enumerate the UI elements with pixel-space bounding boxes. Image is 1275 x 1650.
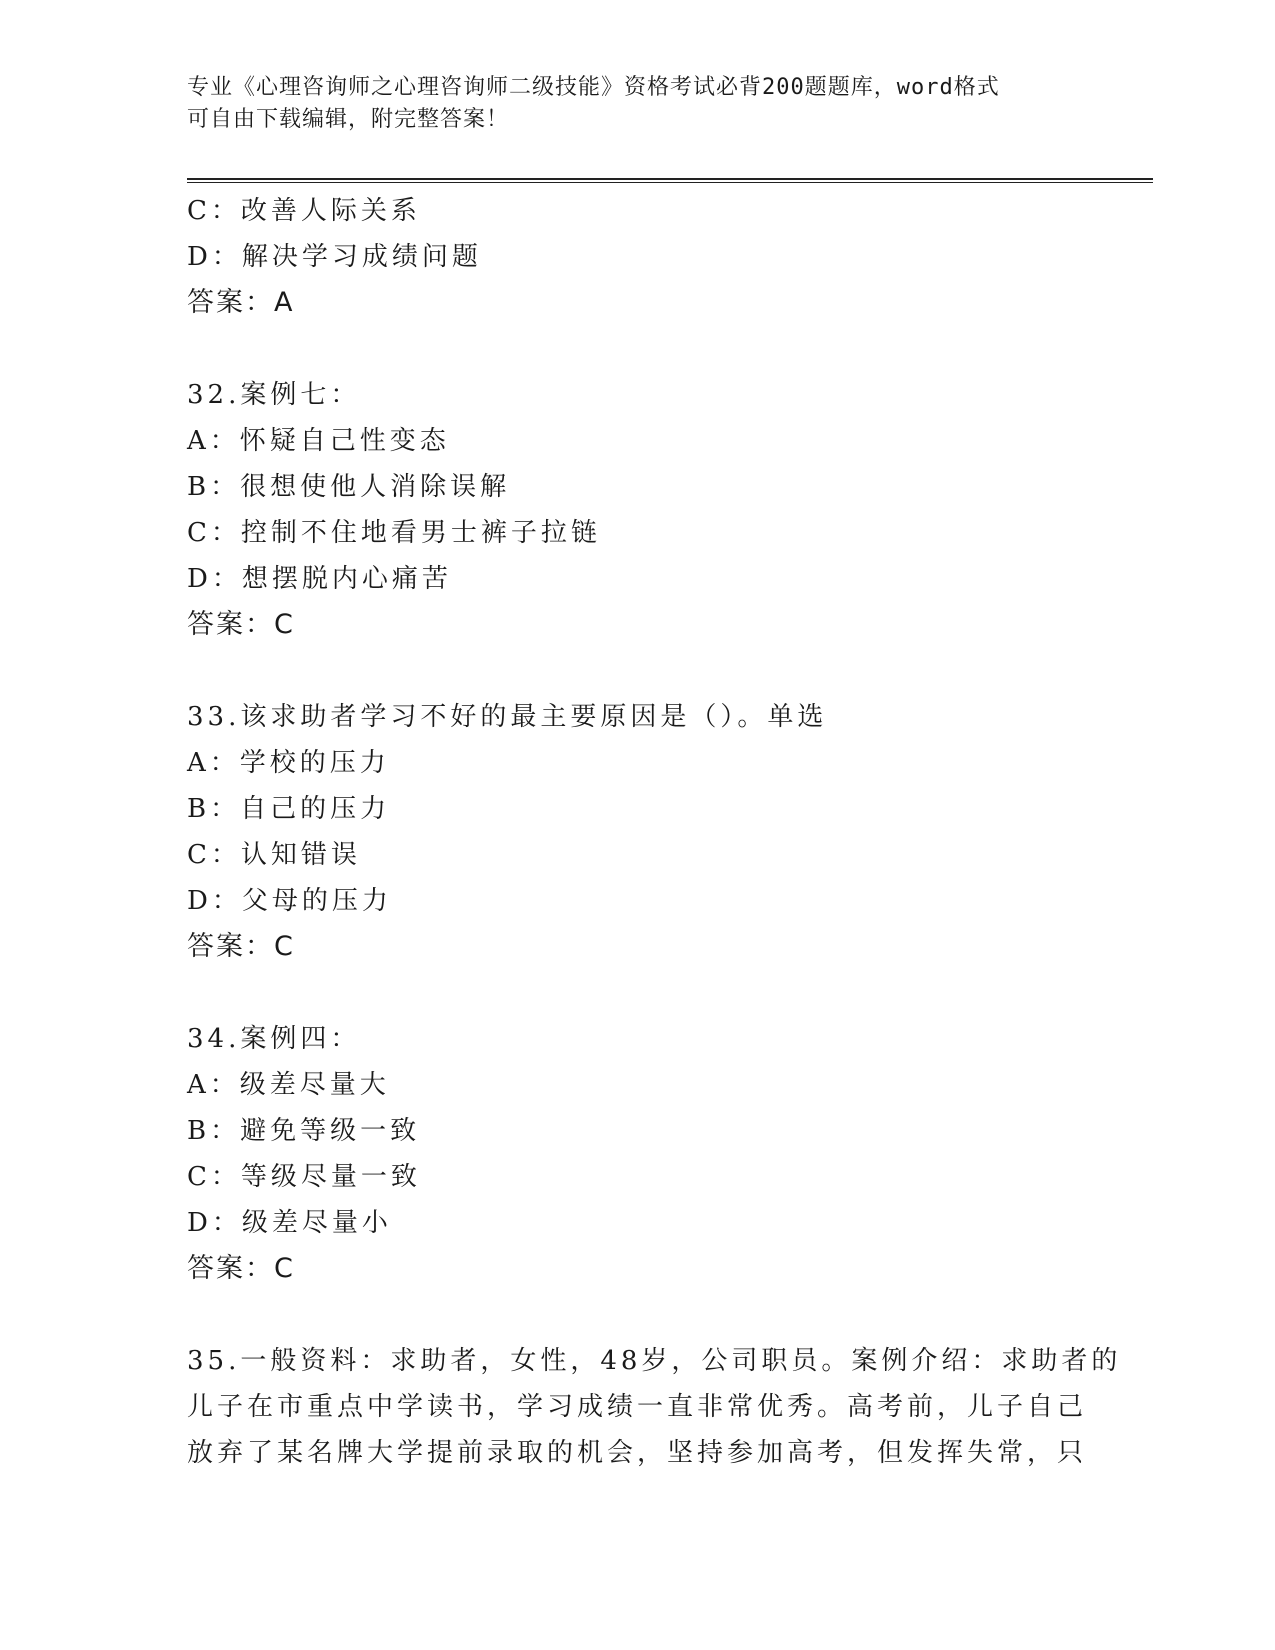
blank-line	[187, 970, 1087, 1016]
question-34	[187, 1016, 1087, 1292]
option-a: A：怀疑自己性变态	[187, 426, 450, 456]
question-stem: 33.该求助者学习不好的最主要原因是（）。单选	[187, 702, 828, 732]
question-list	[187, 188, 1122, 1476]
option-b: B：避免等级一致	[187, 1116, 421, 1146]
question-35-line-2: 儿子在市重点中学读书，学习成绩一直非常优秀。高考前，儿子自己	[187, 1392, 1088, 1422]
question-35-line-3: 放弃了某名牌大学提前录取的机会，坚持参加高考，但发挥失常，只	[187, 1438, 1088, 1468]
question-35-line-1: 35.一般资料：求助者，女性，48岁，公司职员。案例介绍：求助者的	[187, 1346, 1122, 1376]
header-title-line-1: 专业《心理咨询师之心理咨询师二级技能》资格考试必背200题题库，word格式	[187, 75, 1000, 100]
question-35	[187, 1338, 1122, 1476]
option-d: D：级差尽量小	[187, 1208, 392, 1238]
answer-label: 答案：C	[187, 1253, 295, 1284]
option-d: D：父母的压力	[187, 886, 392, 916]
option-c: C：控制不住地看男士裤子拉链	[187, 518, 601, 548]
option-c: C：认知错误	[187, 840, 361, 870]
answer-label: 答案：A	[187, 287, 295, 318]
question-33	[187, 694, 1087, 970]
option-b: B：自己的压力	[187, 794, 391, 824]
option-a: A：学校的压力	[187, 748, 390, 778]
option-b: B：很想使他人消除误解	[187, 472, 511, 502]
answer-label: 答案：C	[187, 609, 295, 640]
option-c: C：等级尽量一致	[187, 1162, 421, 1192]
header-divider	[187, 178, 1153, 183]
document-header	[187, 72, 1087, 136]
answer-label: 答案：C	[187, 931, 295, 962]
question-stem: 34.案例四：	[187, 1024, 361, 1054]
blank-line	[187, 1292, 1087, 1338]
question-32	[187, 372, 1087, 648]
blank-line	[187, 648, 1087, 694]
blank-line	[187, 326, 1087, 372]
option-d: D：想摆脱内心痛苦	[187, 564, 452, 594]
option-d: D：解决学习成绩问题	[187, 242, 482, 272]
option-c: C：改善人际关系	[187, 196, 421, 226]
header-title-line-2: 可自由下载编辑，附完整答案！	[187, 107, 510, 132]
question-stem: 32.案例七：	[187, 380, 361, 410]
question-31-tail	[187, 188, 1087, 326]
option-a: A：级差尽量大	[187, 1070, 390, 1100]
